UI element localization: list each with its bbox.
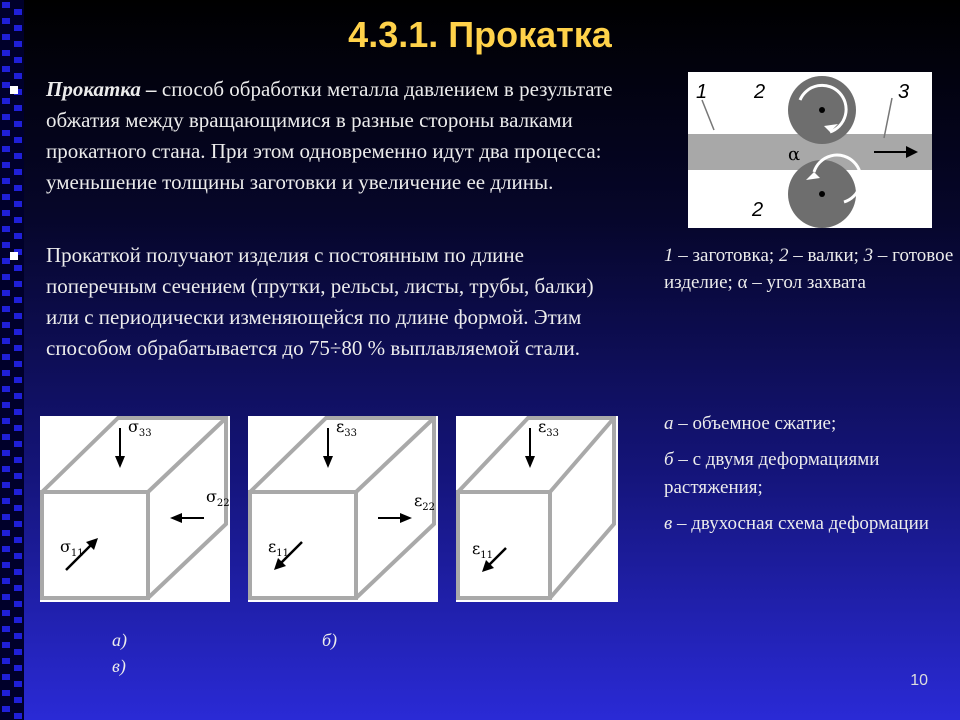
stress-side-symbol: σ (206, 487, 217, 506)
scheme-label-c: в) (112, 656, 126, 676)
strain-side-symbol: ε (414, 491, 423, 510)
strain-top-subscript: 33 (344, 428, 358, 439)
definition-text: способ обработки металла давлением в результате обжатия между вращающимися в разные стороны валками прокатного стана. При этом одновременно идут два процесса: уменьшение толщины заготовки и увеличение ее длины. (46, 77, 613, 194)
scheme-captions (664, 410, 954, 538)
strain-front-subscript: 11 (480, 550, 494, 561)
caption-text-2: – валки; (788, 245, 864, 266)
label-product: 3 (898, 81, 910, 103)
svg-text:ε11 (268, 537, 289, 559)
rolling-caption (664, 242, 954, 296)
scheme-caption-b-letter: б (664, 449, 674, 470)
rolling-diagram (688, 72, 932, 228)
bullet-icon (10, 86, 18, 94)
stress-front-symbol: σ (60, 537, 71, 556)
label-roll-top: 2 (754, 81, 766, 103)
left-decorative-stripe (0, 0, 24, 720)
caption-text-1: – заготовка; (673, 245, 779, 266)
stress-front-subscript: 11 (70, 548, 84, 559)
caption-text-alpha: – угол захвата (747, 272, 866, 293)
svg-text:σ33 (128, 417, 152, 439)
caption-num-1: 1 (664, 245, 674, 266)
scheme-caption-b (664, 446, 954, 502)
scheme-caption-a-letter: а (664, 413, 674, 434)
page-number: 10 (910, 672, 928, 689)
scheme-caption-b-text: – с двумя деформациями растяжения; (664, 449, 880, 498)
scheme-caption-c-letter: в (664, 513, 673, 534)
scheme-caption-c (664, 510, 954, 538)
caption-text-3: – готовое изделие; (664, 245, 954, 293)
stress-top-symbol: σ (128, 417, 139, 436)
stress-top-subscript: 33 (138, 428, 152, 439)
definition-term: Прокатка – (46, 77, 157, 101)
label-angle: α (788, 144, 801, 165)
svg-text:σ11 (60, 537, 84, 559)
scheme-caption-c-text: – двухосная схема деформации (672, 513, 929, 534)
strain-top-subscript: 33 (546, 428, 560, 439)
svg-text:ε33 (538, 417, 559, 439)
scheme-caption-a-text: – объемное сжатие; (673, 413, 837, 434)
strain-front-subscript: 11 (276, 548, 290, 559)
scheme-b-cube (248, 416, 438, 602)
products-paragraph: Прокаткой получают изделия с постоянным по длине поперечным сечением (прутки, рельсы, листы, трубы, балки) или с периодически изменяющейся по длине формой. Этим способом обрабатывается до 75÷80 % выплавляемой стали. (46, 243, 594, 360)
scheme-a-cube (40, 416, 230, 602)
label-billet: 1 (696, 81, 708, 103)
strain-top-symbol: ε (336, 417, 345, 436)
strain-front-symbol: ε (472, 539, 481, 558)
scheme-caption-a (664, 410, 954, 438)
bullet-icon (10, 252, 18, 260)
scheme-c-cube (456, 416, 618, 602)
strain-top-symbol: ε (538, 417, 547, 436)
label-roll-bottom: 2 (752, 199, 764, 221)
svg-text:ε11 (472, 539, 493, 561)
scheme-label-a: а) (112, 630, 127, 650)
strain-side-subscript: 22 (422, 502, 436, 513)
caption-num-3: 3 (863, 245, 874, 266)
page-title: 4.3.1. Прокатка (348, 14, 612, 55)
strain-front-symbol: ε (268, 537, 277, 556)
caption-alpha: α (737, 272, 748, 293)
caption-num-2: 2 (778, 245, 789, 266)
definition-paragraph (46, 74, 646, 198)
stress-side-subscript: 22 (216, 498, 230, 509)
svg-text:ε33 (336, 417, 357, 439)
scheme-label-b: б) (322, 630, 338, 650)
svg-text:ε22 (414, 491, 435, 513)
